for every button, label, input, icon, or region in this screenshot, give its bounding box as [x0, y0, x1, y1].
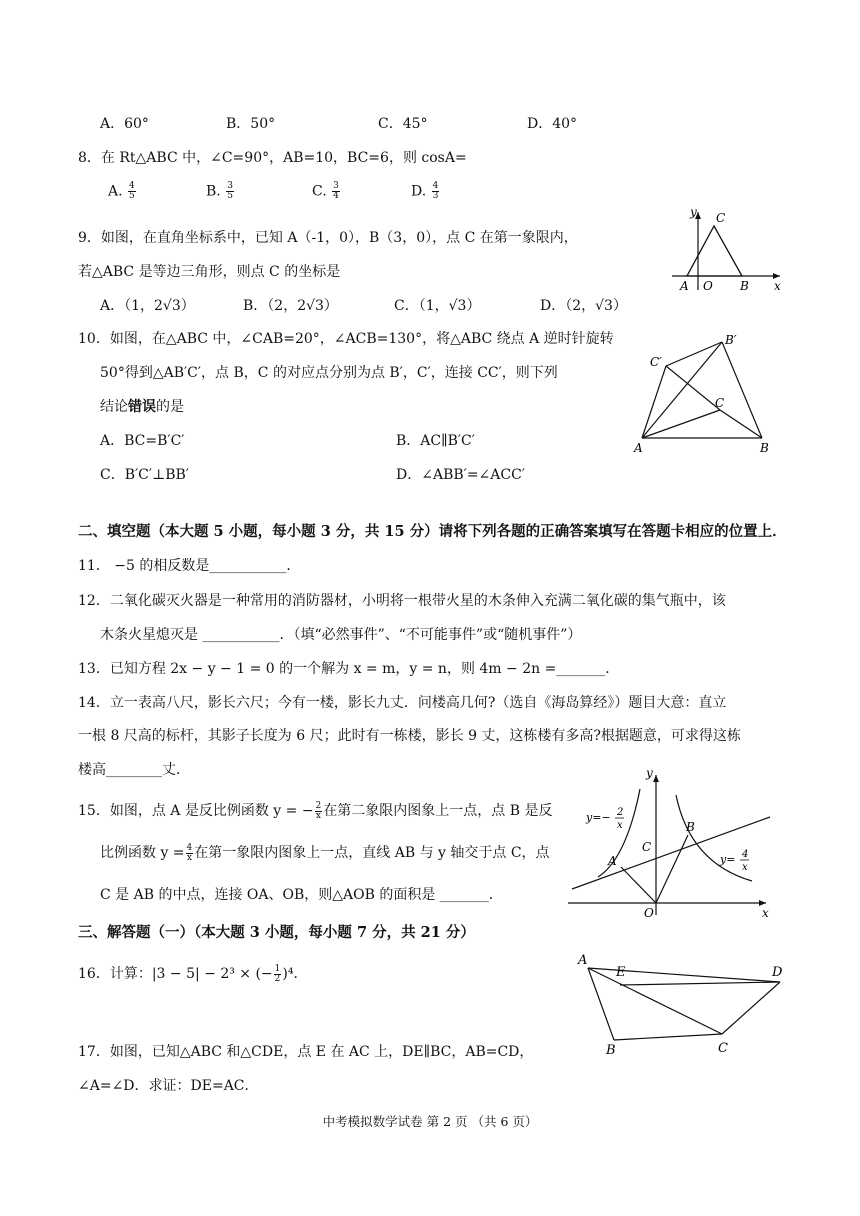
- q9-label-x: x: [774, 279, 781, 293]
- q15-frac-2: [186, 844, 194, 863]
- q15-label-x: x: [762, 906, 769, 920]
- q9-label-c: C: [716, 211, 726, 225]
- q10-line-3-post: 的是: [156, 399, 184, 415]
- q17-label-a: A: [578, 953, 588, 968]
- q16: [78, 963, 307, 984]
- q15-left-den: x: [617, 820, 623, 831]
- q8-option-d-den: 3: [432, 191, 439, 201]
- q9-line-1: 9．如图，在直角坐标系中，已知 A（-1，0），B（3，0），点 C 在第一象限内，: [78, 230, 578, 246]
- q16-pre: 16．计算：|3 − 5| − 2³ × (−: [78, 966, 273, 982]
- q12-line-2: 木条火星熄灭是 ___________．（填“必然事件”、“不可能事件”或“随机事件”）: [100, 627, 582, 643]
- q17-label-b: B: [606, 1043, 616, 1058]
- q8-option-b-label: B.: [206, 183, 221, 200]
- q15-segment-oa: [621, 867, 656, 903]
- q15-right-den: x: [742, 862, 748, 873]
- q10-line-1: 10．如图，在△ABC 中，∠CAB=20°，∠ACB=130°，将△ABC 绕点 A 逆时针旋转: [78, 331, 614, 347]
- q15-right-num: 4: [742, 849, 749, 860]
- q10-line-3-pre: 结论: [100, 399, 128, 415]
- q15-line-1-post: 在第二象限内图象上一点，点 B 是反: [323, 803, 553, 819]
- q7-option-b: B．50°: [226, 116, 276, 132]
- q14-line-1: 14．立一表高八尺，影长六尺；今有一楼，影长九丈．问楼高几何?（选自《海岛算经》）题目大意：直立: [78, 695, 727, 711]
- q13: 13．已知方程 2x − y − 1 = 0 的一个解为 x = m，y = n，则 4m − 2n =_______．: [78, 661, 620, 677]
- q15-left-num: 2: [617, 807, 624, 818]
- q9-triangle: [687, 226, 742, 276]
- q15-frac-2-num: 4: [186, 842, 193, 853]
- q15-label-c: C: [642, 840, 652, 854]
- q8-option-b: [206, 182, 235, 201]
- q10-line-3: [100, 396, 184, 416]
- q8-option-d-fraction: [432, 182, 440, 201]
- q10-option-a: A．BC=B′C′: [100, 433, 185, 449]
- q17-label-c: C: [718, 1041, 728, 1056]
- q10-line-3-bold: 错误: [128, 399, 156, 415]
- q14-line-2: 一根 8 尺高的标杆，其影子长度为 6 尺；此时有一栋楼，影长 9 丈，这栋楼有多高?根据题意，可求得这栋: [78, 728, 741, 744]
- q7-option-d: D．40°: [527, 116, 578, 132]
- q9-figure: [668, 200, 788, 296]
- q9-option-d: D．（2，√3）: [540, 298, 627, 314]
- q15-right-eq: y=: [720, 853, 736, 866]
- q8-option-a: [108, 182, 137, 201]
- q9-label-y: y: [690, 205, 697, 219]
- q10-label-bp: B′: [725, 333, 737, 347]
- q15-y-arrow-icon: [653, 775, 659, 782]
- q17-figure: [570, 948, 795, 1060]
- q8-option-c-den: 4: [333, 191, 339, 201]
- q15-label-o: O: [644, 906, 654, 920]
- q16-frac-num: 1: [274, 963, 281, 974]
- q11: 11． −5 的相反数是___________．: [78, 558, 301, 574]
- q15-frac-2-den: x: [186, 852, 192, 863]
- q7-option-c: C．45°: [378, 116, 428, 132]
- q15-frac-1-den: x: [315, 810, 321, 821]
- q8-option-a-num: 4: [129, 181, 135, 191]
- q8-option-c-label: C.: [312, 183, 327, 200]
- q15-label-y: y: [646, 766, 653, 780]
- q9-option-c: C．（1，√3）: [394, 298, 481, 314]
- q9-option-a: A．（1，2√3）: [100, 298, 195, 314]
- q10-option-d: D．∠ABB′=∠ACC′: [396, 467, 525, 483]
- q10-label-a: A: [634, 441, 643, 455]
- q16-frac: [274, 965, 282, 984]
- q8-option-b-den: 5: [227, 191, 233, 201]
- q8-option-d-label: D.: [411, 183, 427, 200]
- q10-label-cp: C′: [650, 355, 662, 369]
- q8-option-b-num: 3: [227, 181, 233, 191]
- q15-figure: [560, 765, 785, 925]
- q10-line-2: 50°得到△AB′C′，点 B，C 的对应点分别为点 B′，C′，连接 CC′，则下列: [100, 365, 558, 381]
- q9-label-o: O: [703, 279, 713, 293]
- q8-option-a-den: 5: [129, 191, 135, 201]
- q9-line-2: 若△ABC 是等边三角形，则点 C 的坐标是: [78, 264, 341, 280]
- q8-option-d: [411, 182, 440, 201]
- q17-label-e: E: [616, 965, 626, 980]
- q10-option-b: B．AC∥B′C′: [396, 433, 475, 449]
- q8-option-c: [312, 182, 341, 201]
- q15-left-eq: y=−: [586, 811, 611, 824]
- q8-option-d-num: 4: [432, 181, 439, 191]
- q8-option-c-fraction: [332, 182, 340, 201]
- q15-line-1-pre: 15．如图，点 A 是反比例函数 y = −: [78, 803, 314, 819]
- section-2-heading: 二、填空题（本大题 5 小题，每小题 3 分，共 15 分）请将下列各题的正确答案填写在答题卡相应的位置上．: [78, 523, 787, 540]
- q17-label-d: D: [772, 965, 783, 980]
- q8-option-b-fraction: [226, 182, 234, 201]
- q15-line-1: [78, 800, 552, 821]
- q14-line-3: 楼高________丈．: [78, 762, 190, 778]
- q10-option-c: C．B′C′⊥BB′: [100, 467, 189, 483]
- q8-option-a-fraction: [128, 182, 136, 201]
- q9-label-b: B: [740, 279, 749, 293]
- q17-line-1: 17．如图，已知△ABC 和△CDE，点 E 在 AC 上，DE∥BC，AB=CD，: [78, 1044, 534, 1060]
- q9-label-a: A: [680, 279, 689, 293]
- q8-option-c-num: 3: [333, 181, 339, 191]
- q15-frac-1-num: 2: [315, 800, 322, 811]
- q8-option-a-label: A.: [108, 183, 123, 200]
- q10-figure: [630, 330, 780, 456]
- q15-label-a: A: [608, 854, 617, 868]
- q15-line-2-post: 在第一象限内图象上一点，直线 AB 与 y 轴交于点 C，点: [194, 845, 550, 861]
- q10-label-c: C: [715, 396, 725, 410]
- q16-frac-den: 2: [274, 973, 281, 984]
- q12-line-1: 12．二氧化碳灭火器是一种常用的消防器材，小明将一根带火星的木条伸入充满二氧化碳的集气瓶中，该: [78, 593, 726, 609]
- section-3-heading: 三、解答题（一）（本大题 3 小题，每小题 7 分，共 21 分）: [78, 924, 475, 941]
- q8-stem: 8．在 Rt△ABC 中，∠C=90°，AB=10，BC=6，则 cosA=: [78, 150, 467, 166]
- page-footer: 中考模拟数学试卷 第 2 页 （共 6 页）: [322, 1114, 538, 1129]
- q9-option-b: B．（2，2√3）: [243, 298, 338, 314]
- q15-line-3: C 是 AB 的中点，连接 OA、OB，则△AOB 的面积是 _______．: [100, 887, 503, 903]
- q15-left-hyperbola: [598, 789, 640, 877]
- q7-option-a: A．60°: [100, 116, 149, 132]
- q16-post: )⁴．: [282, 966, 308, 982]
- q15-segment-ob: [656, 835, 688, 903]
- q15-line-2: [100, 842, 550, 863]
- q10-label-b: B: [760, 441, 769, 455]
- q15-label-b: B: [686, 820, 695, 834]
- q17-line-2: ∠A=∠D．求证：DE=AC．: [78, 1078, 259, 1094]
- q15-line-2-pre: 比例函数 y =: [100, 845, 185, 861]
- q15-frac-1: [315, 802, 323, 821]
- q15-line-ab: [572, 817, 770, 889]
